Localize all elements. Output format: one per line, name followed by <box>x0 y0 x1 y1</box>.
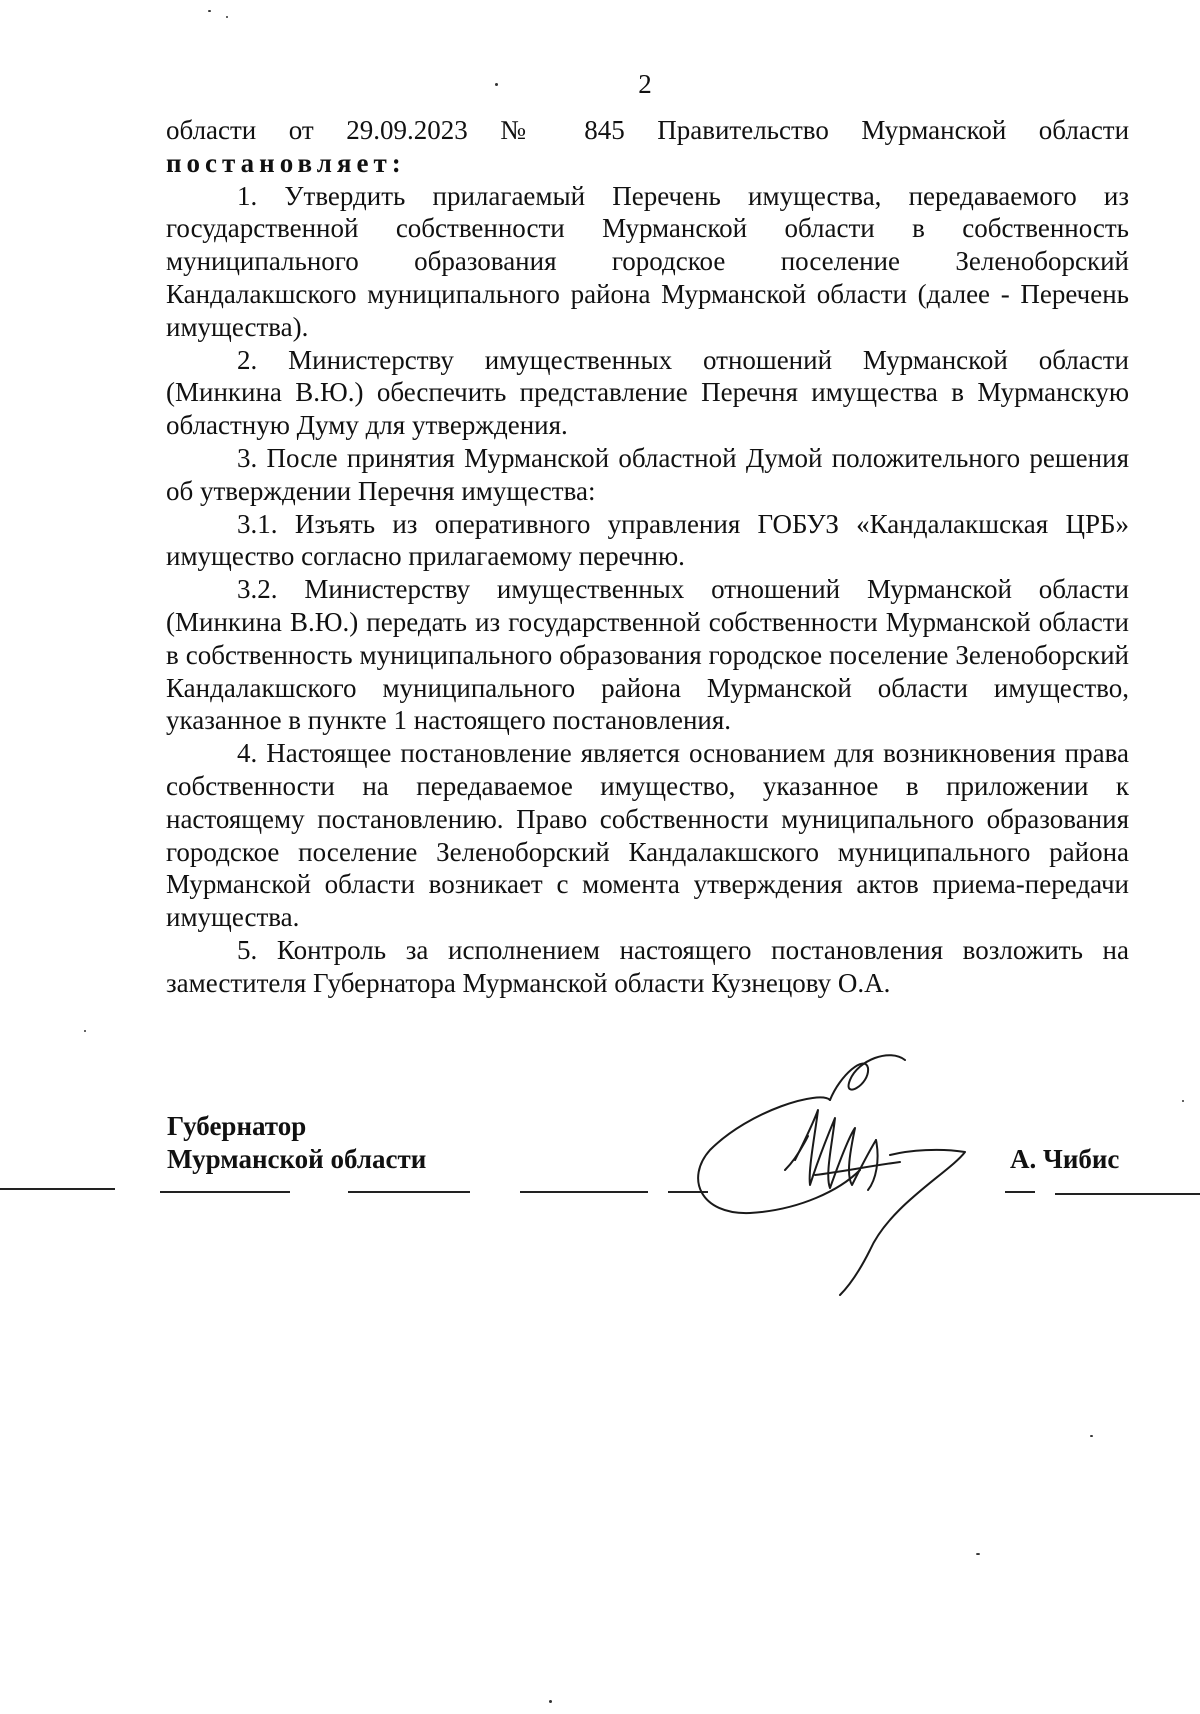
document-body <box>166 114 1129 1000</box>
signature-rule-segment <box>348 1191 470 1193</box>
signature-rule-segment <box>1005 1191 1035 1193</box>
intro-word: Правительство <box>657 115 829 145</box>
scan-speck <box>495 83 498 86</box>
intro-number: 845 <box>584 115 625 145</box>
paragraph-2: 2. Министерству имущественных отношений Мурманской области (Минкина В.Ю.) обеспечить представление Перечня имущества в Мурманскую областную Думу для утверждения. <box>166 344 1129 441</box>
intro-date: 29.09.2023 <box>346 115 468 145</box>
paragraph-3: 3. После принятия Мурманской областной Думой положительного решения об утверждении Перечня имущества: <box>166 442 1129 506</box>
paragraph-3-2: 3.2. Министерству имущественных отношений Мурманской области (Минкина В.Ю.) передать из государственной собственности Мурманской области в собственность муниципального образования городское поселение Зеленоборский Кандалакшского муниципального района Мурманской области имущество, указанное в пункте 1 настоящего постановления. <box>166 574 1129 736</box>
scan-speck <box>976 1553 980 1555</box>
intro-number-sign: № <box>500 115 552 145</box>
intro-word: Мурманской <box>861 115 1007 145</box>
paragraph-1: 1. Утвердить прилагаемый Перечень имущества, передаваемого из государственной собственности Мурманской области в собственность муниципального образования городское поселение Зеленоборский Кандалакшского муниципального района Мурманской области (далее - Перечень имущества). <box>166 180 1129 342</box>
signature-rule-segment <box>520 1191 648 1193</box>
signature-rule-segment <box>160 1191 290 1193</box>
page-number: 2 <box>638 69 652 99</box>
scan-speck <box>226 16 228 18</box>
handwritten-signature <box>690 1040 1000 1300</box>
scan-speck <box>208 10 211 12</box>
paragraph-3-1: 3.1. Изъять из оперативного управления ГОБУЗ «Кандалакшская ЦРБ» имущество согласно прилагаемому перечню. <box>166 508 1129 572</box>
decree-line <box>166 147 1129 180</box>
position-region: Мурманской области <box>167 1144 427 1174</box>
signatory-position <box>167 1110 426 1176</box>
signature-rule-segment <box>1055 1193 1200 1195</box>
signature-rule-segment <box>0 1188 115 1190</box>
scan-speck <box>549 1700 552 1703</box>
scan-speck <box>1182 1100 1184 1102</box>
intro-word: области <box>166 115 257 145</box>
paragraph-5: 5. Контроль за исполнением настоящего постановления возложить на заместителя Губернатора Мурманской области Кузнецову О.А. <box>166 934 1129 998</box>
scan-speck <box>1090 1435 1093 1437</box>
decree-word: постановляет: <box>166 147 406 178</box>
intro-word: области <box>1038 115 1130 145</box>
position-title: Губернатор <box>167 1111 307 1141</box>
paragraph-4: 4. Настоящее постановление является основанием для возникновения права собственности на передаваемое имущество, указанное в приложении к настоящему постановлению. Право собственности муниципального образования городское поселение Зеленоборский Кандалакшского муниципального района Мурманской области возникает с момента утверждения актов приема-передачи имущества. <box>166 738 1129 933</box>
intro-line <box>166 114 1129 147</box>
intro-word: от <box>288 115 314 145</box>
signer-name: А. Чибис <box>1010 1144 1120 1174</box>
scan-speck <box>84 1030 86 1032</box>
